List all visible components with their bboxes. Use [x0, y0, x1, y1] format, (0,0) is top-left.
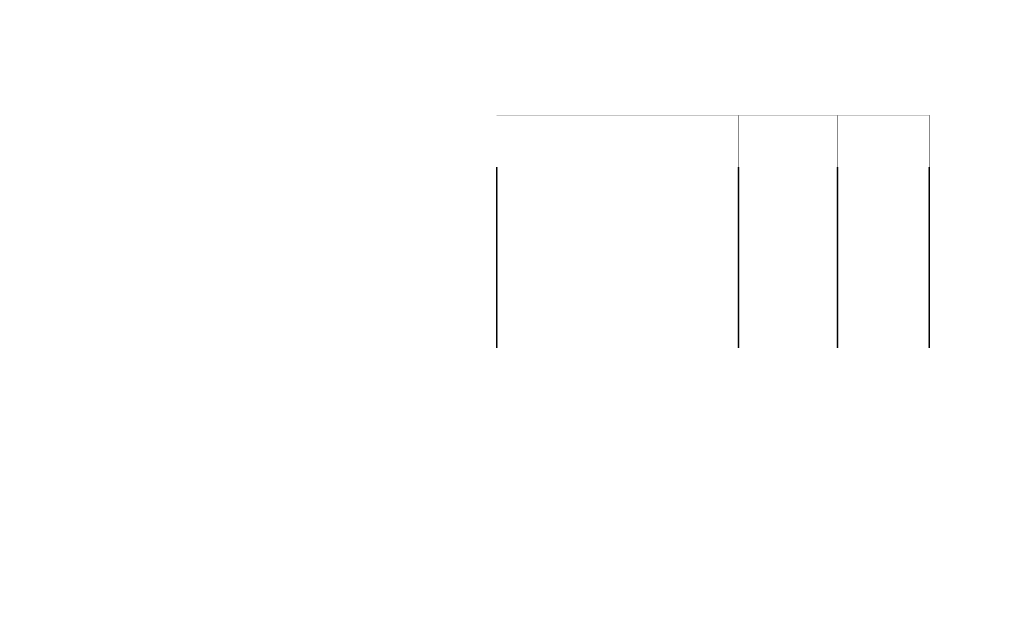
paths-table-grid — [496, 115, 930, 349]
